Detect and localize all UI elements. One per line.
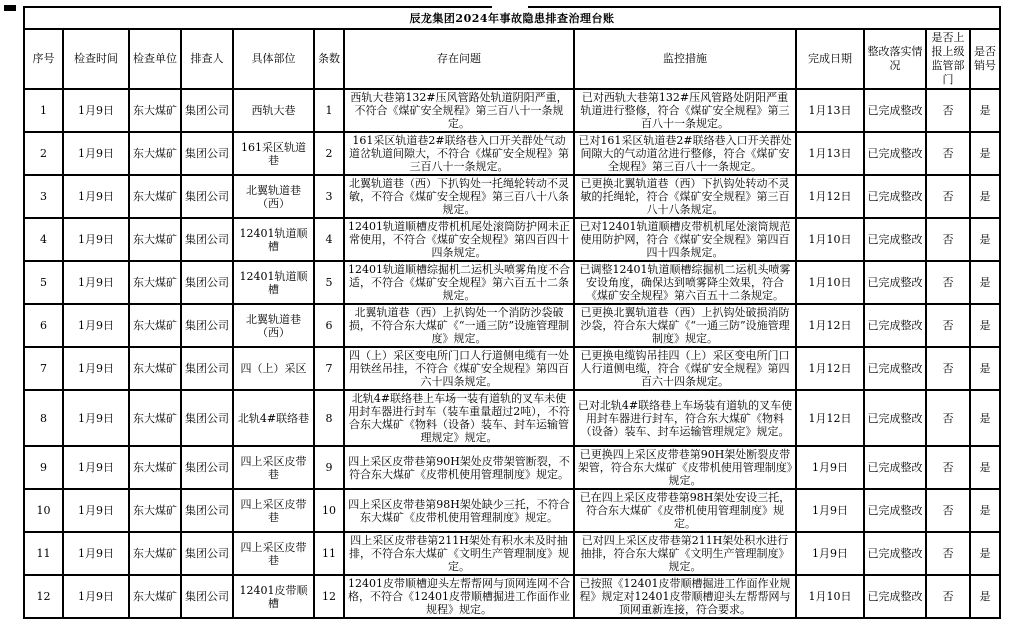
cell-measure: 已对北轨4#联络巷上车场装有道轨的叉车使用封车器进行封车，符合东大煤矿《物料（设备）装车、封车运输管理规定》规定。 (574, 390, 796, 446)
cell-inspector: 集团公司 (181, 175, 233, 218)
cell-status: 已完成整改 (864, 446, 926, 489)
cell-reported: 否 (926, 489, 970, 532)
cell-date: 1月9日 (63, 132, 129, 175)
cell-finish: 1月12日 (796, 304, 864, 347)
cell-closed: 是 (970, 89, 1000, 132)
cell-date: 1月9日 (63, 89, 129, 132)
cell-status: 已完成整改 (864, 261, 926, 304)
header-row (24, 29, 1000, 89)
cell-inspector: 集团公司 (181, 575, 233, 618)
page-title: 辰龙集团2024年事故隐患排查治理台账 (24, 7, 1000, 29)
cell-unit: 东大煤矿 (129, 390, 181, 446)
cell-problem: 12401皮带顺槽迎头左帮帮网与顶网连网不合格，不符合《12401皮带顺槽掘进工作面作业规程》规定。 (344, 575, 574, 618)
cell-seq: 3 (24, 175, 63, 218)
cell-count: 4 (314, 218, 344, 261)
cell-finish: 1月9日 (796, 446, 864, 489)
cell-inspector: 集团公司 (181, 489, 233, 532)
cell-measure: 已对四上采区皮带巷第211H架处积水进行抽排，符合东大煤矿《文明生产管理制度》规定。 (574, 532, 796, 575)
cell-measure: 已更换电缆钩吊挂四（上）采区变电所门口人行道侧电缆，符合《煤矿安全规程》第四百六十四条规定。 (574, 347, 796, 390)
cell-location: 161采区轨道巷 (233, 132, 314, 175)
cell-status: 已完成整改 (864, 175, 926, 218)
table-body (24, 89, 1000, 618)
cell-problem: 北翼轨道巷（西）下扒钩处一托绳轮转动不灵敏，不符合《煤矿安全规程》第三百八十八条规定。 (344, 175, 574, 218)
cell-finish: 1月12日 (796, 175, 864, 218)
cell-reported: 否 (926, 132, 970, 175)
header-finish: 完成日期 (796, 29, 864, 89)
cell-finish: 1月10日 (796, 218, 864, 261)
cell-status: 已完成整改 (864, 89, 926, 132)
cell-finish: 1月9日 (796, 532, 864, 575)
cell-problem: 12401轨道顺槽皮带机机尾处滚筒防护网未正常使用，不符合《煤矿安全规程》第四百四十四条规定。 (344, 218, 574, 261)
cell-status: 已完成整改 (864, 532, 926, 575)
cell-unit: 东大煤矿 (129, 532, 181, 575)
cell-location: 12401轨道顺槽 (233, 261, 314, 304)
cell-seq: 12 (24, 575, 63, 618)
cell-closed: 是 (970, 575, 1000, 618)
cell-inspector: 集团公司 (181, 261, 233, 304)
cell-date: 1月9日 (63, 446, 129, 489)
cell-unit: 东大煤矿 (129, 347, 181, 390)
cell-reported: 否 (926, 304, 970, 347)
cell-measure: 已对西轨大巷第132#压风管路处阴阳严重轨道进行整修，符合《煤矿安全规程》第三百八十一条规定。 (574, 89, 796, 132)
cell-closed: 是 (970, 304, 1000, 347)
cell-unit: 东大煤矿 (129, 489, 181, 532)
cell-closed: 是 (970, 175, 1000, 218)
cell-closed: 是 (970, 390, 1000, 446)
table-row (24, 175, 1000, 218)
header-problem: 存在问题 (344, 29, 574, 89)
header-date: 检查时间 (63, 29, 129, 89)
cell-location: 北翼轨道巷（西） (233, 304, 314, 347)
cell-date: 1月9日 (63, 347, 129, 390)
cell-location: 四上采区皮带巷 (233, 489, 314, 532)
cell-measure: 已对12401轨道顺槽皮带机机尾处滚筒规范使用防护网，符合《煤矿安全规程》第四百四十四条规定。 (574, 218, 796, 261)
cell-status: 已完成整改 (864, 489, 926, 532)
cell-unit: 东大煤矿 (129, 175, 181, 218)
cell-reported: 否 (926, 390, 970, 446)
table-row (24, 489, 1000, 532)
cell-seq: 8 (24, 390, 63, 446)
cell-count: 12 (314, 575, 344, 618)
cell-status: 已完成整改 (864, 575, 926, 618)
table-row (24, 575, 1000, 618)
cell-count: 8 (314, 390, 344, 446)
page-break-dash (4, 5, 16, 11)
cell-location: 北轨4#联络巷 (233, 390, 314, 446)
cell-unit: 东大煤矿 (129, 218, 181, 261)
cell-problem: 西轨大巷第132#压风管路处轨道阴阳严重，不符合《煤矿安全规程》第三百八十一条规定。 (344, 89, 574, 132)
table-row (24, 446, 1000, 489)
cell-closed: 是 (970, 218, 1000, 261)
cell-status: 已完成整改 (864, 390, 926, 446)
cell-count: 7 (314, 347, 344, 390)
cell-reported: 否 (926, 218, 970, 261)
cell-location: 四（上）采区 (233, 347, 314, 390)
cell-count: 6 (314, 304, 344, 347)
header-status: 整改落实情况 (864, 29, 926, 89)
table-row (24, 304, 1000, 347)
cell-date: 1月9日 (63, 261, 129, 304)
cell-problem: 北轨4#联络巷上车场一装有道轨的叉车未使用封车器进行封车（装车重量超过2吨），不符合东大煤矿《物料（设备）装车、封车运输管理规定》规定。 (344, 390, 574, 446)
cell-date: 1月9日 (63, 489, 129, 532)
cell-problem: 四上采区皮带巷第90H架处皮带架管断裂，不符合东大煤矿《皮带机使用管理制度》规定。 (344, 446, 574, 489)
cell-location: 四上采区皮带巷 (233, 446, 314, 489)
cell-inspector: 集团公司 (181, 132, 233, 175)
cell-inspector: 集团公司 (181, 218, 233, 261)
cell-measure: 已在四上采区皮带巷第98H架处安设三托，符合东大煤矿《皮带机使用管理制度》规定。 (574, 489, 796, 532)
cell-unit: 东大煤矿 (129, 575, 181, 618)
table-row (24, 132, 1000, 175)
cell-finish: 1月9日 (796, 489, 864, 532)
cell-seq: 9 (24, 446, 63, 489)
cell-date: 1月9日 (63, 390, 129, 446)
cell-finish: 1月13日 (796, 89, 864, 132)
cell-count: 11 (314, 532, 344, 575)
cell-inspector: 集团公司 (181, 390, 233, 446)
header-reported: 是否上报上级监管部门 (926, 29, 970, 89)
cell-location: 12401轨道顺槽 (233, 218, 314, 261)
cell-seq: 4 (24, 218, 63, 261)
cell-measure: 已调整12401轨道顺槽综掘机二运机头喷雾安设角度，确保达到喷雾降尘效果，符合《煤矿安全规程》第六百五十二条规定。 (574, 261, 796, 304)
cell-reported: 否 (926, 446, 970, 489)
cell-seq: 11 (24, 532, 63, 575)
header-closed: 是否销号 (970, 29, 1000, 89)
cell-count: 1 (314, 89, 344, 132)
cell-seq: 5 (24, 261, 63, 304)
cell-date: 1月9日 (63, 575, 129, 618)
cell-unit: 东大煤矿 (129, 446, 181, 489)
cell-finish: 1月13日 (796, 132, 864, 175)
cell-reported: 否 (926, 347, 970, 390)
cell-seq: 1 (24, 89, 63, 132)
cell-status: 已完成整改 (864, 132, 926, 175)
cell-seq: 6 (24, 304, 63, 347)
cell-problem: 北翼轨道巷（西）上扒钩处一个消防沙袋破损，不符合东大煤矿《“一通三防”设施管理制度》规定。 (344, 304, 574, 347)
cell-problem: 12401轨道顺槽综掘机二运机头喷雾角度不合适，不符合《煤矿安全规程》第六百五十二条规定。 (344, 261, 574, 304)
cell-seq: 2 (24, 132, 63, 175)
cell-measure: 已对161采区轨道巷2#联络巷入口开关群处间隙大的气动道岔进行整修，符合《煤矿安全规程》第三百八十一条规定。 (574, 132, 796, 175)
cell-unit: 东大煤矿 (129, 89, 181, 132)
cell-closed: 是 (970, 532, 1000, 575)
cell-inspector: 集团公司 (181, 347, 233, 390)
header-location: 具体部位 (233, 29, 314, 89)
cell-count: 5 (314, 261, 344, 304)
cell-finish: 1月10日 (796, 261, 864, 304)
cell-status: 已完成整改 (864, 304, 926, 347)
cell-closed: 是 (970, 489, 1000, 532)
cell-date: 1月9日 (63, 532, 129, 575)
cell-seq: 7 (24, 347, 63, 390)
cell-finish: 1月12日 (796, 390, 864, 446)
cell-inspector: 集团公司 (181, 89, 233, 132)
table-row (24, 261, 1000, 304)
cell-unit: 东大煤矿 (129, 132, 181, 175)
cell-date: 1月9日 (63, 175, 129, 218)
cell-reported: 否 (926, 575, 970, 618)
cell-problem: 161采区轨道巷2#联络巷入口开关群处气动道岔轨道间隙大，不符合《煤矿安全规程》第三百八十一条规定。 (344, 132, 574, 175)
cell-inspector: 集团公司 (181, 532, 233, 575)
cell-measure: 已更换北翼轨道巷（西）上扒钩处破损消防沙袋，符合东大煤矿《“一通三防”设施管理制度》规定。 (574, 304, 796, 347)
cell-inspector: 集团公司 (181, 304, 233, 347)
header-unit: 检查单位 (129, 29, 181, 89)
cell-closed: 是 (970, 347, 1000, 390)
table-row (24, 347, 1000, 390)
cell-finish: 1月12日 (796, 347, 864, 390)
cell-status: 已完成整改 (864, 218, 926, 261)
page-break-gap (492, 3, 528, 11)
header-inspector: 排查人 (181, 29, 233, 89)
cell-inspector: 集团公司 (181, 446, 233, 489)
cell-count: 2 (314, 132, 344, 175)
cell-count: 9 (314, 446, 344, 489)
table-row (24, 390, 1000, 446)
cell-closed: 是 (970, 261, 1000, 304)
cell-location: 四上采区皮带巷 (233, 532, 314, 575)
cell-unit: 东大煤矿 (129, 261, 181, 304)
cell-problem: 四上采区皮带巷第98H架处缺少三托，不符合东大煤矿《皮带机使用管理制度》规定。 (344, 489, 574, 532)
cell-measure: 已更换四上采区皮带巷第90H架处断裂皮带架管，符合东大煤矿《皮带机使用管理制度》规定。 (574, 446, 796, 489)
cell-measure: 已更换北翼轨道巷（西）下扒钩处转动不灵敏的托绳轮，符合《煤矿安全规程》第三百八十八条规定。 (574, 175, 796, 218)
cell-problem: 四上采区皮带巷第211H架处有积水未及时抽排，不符合东大煤矿《文明生产管理制度》规定。 (344, 532, 574, 575)
ledger-table (23, 6, 1001, 619)
cell-location: 北翼轨道巷（西） (233, 175, 314, 218)
cell-reported: 否 (926, 532, 970, 575)
cell-reported: 否 (926, 175, 970, 218)
cell-reported: 否 (926, 261, 970, 304)
cell-status: 已完成整改 (864, 347, 926, 390)
header-measure: 监控措施 (574, 29, 796, 89)
cell-closed: 是 (970, 446, 1000, 489)
table-row (24, 218, 1000, 261)
cell-problem: 四（上）采区变电所门口人行道侧电缆有一处用铁丝吊挂，不符合《煤矿安全规程》第四百六十四条规定。 (344, 347, 574, 390)
header-count: 条数 (314, 29, 344, 89)
cell-seq: 10 (24, 489, 63, 532)
cell-unit: 东大煤矿 (129, 304, 181, 347)
cell-date: 1月9日 (63, 304, 129, 347)
cell-reported: 否 (926, 89, 970, 132)
cell-location: 西轨大巷 (233, 89, 314, 132)
cell-finish: 1月10日 (796, 575, 864, 618)
table-row (24, 89, 1000, 132)
header-seq: 序号 (24, 29, 63, 89)
cell-count: 10 (314, 489, 344, 532)
cell-closed: 是 (970, 132, 1000, 175)
cell-location: 12401皮带顺槽 (233, 575, 314, 618)
cell-date: 1月9日 (63, 218, 129, 261)
cell-measure: 已按照《12401皮带顺槽掘进工作面作业规程》规定对12401皮带顺槽迎头左帮帮网与顶网重新连接，符合要求。 (574, 575, 796, 618)
cell-count: 3 (314, 175, 344, 218)
table-row (24, 532, 1000, 575)
